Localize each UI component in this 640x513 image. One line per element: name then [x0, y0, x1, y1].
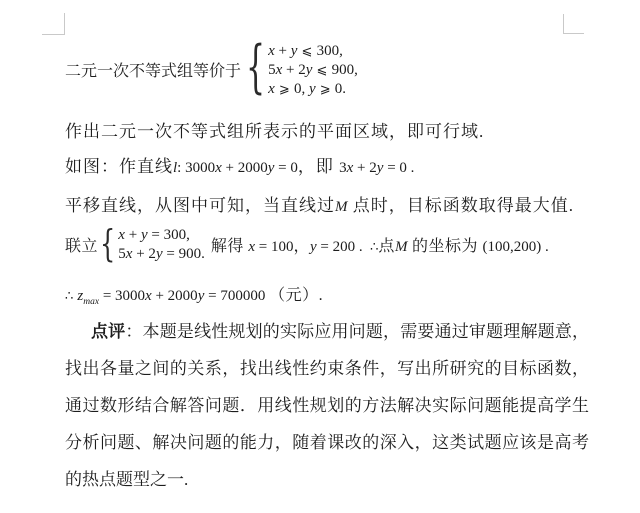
feasible-region-text: 作出二元一次不等式组所表示的平面区域，即可行域.: [65, 122, 485, 141]
equation-system: [118, 225, 205, 263]
feasible-region-line: [65, 117, 484, 142]
equivalent-system-label: [65, 58, 241, 81]
text-segment: + 2: [282, 61, 306, 78]
text-segment: + 2: [353, 160, 377, 176]
text-segment: l: [173, 160, 178, 176]
text-segment: 二元一次不等式组等价于: [65, 62, 242, 80]
solve-result-text: [211, 233, 549, 256]
draw-line-l-line: [65, 152, 414, 177]
text-segment: x: [268, 42, 275, 59]
text-segment: 的坐标为: [407, 237, 483, 255]
inequality-row: [268, 79, 358, 98]
comment-paragraph-line-3: 通过数形结合解答问题．用线性规划的方法解决实际问题能提高学生: [65, 396, 589, 415]
simultaneous-equations-line: [65, 221, 549, 267]
text-segment: 联立: [65, 237, 99, 255]
text-segment: x: [248, 238, 256, 255]
comment-paragraph-line-5: 的热点题型之一.: [65, 470, 189, 489]
text-segment: ∴: [370, 239, 379, 255]
text-segment: x: [268, 80, 275, 97]
text-segment: M: [335, 199, 348, 215]
equation-row: [118, 244, 205, 263]
text-segment: ，: [293, 237, 310, 255]
text-segment: （元）.: [269, 287, 324, 304]
text-segment: 如图：作直线: [65, 157, 173, 176]
text-segment: 平移直线，从图中可知，当直线过: [65, 196, 335, 215]
text-segment: (100,200) .: [482, 238, 549, 255]
text-segment: 解得: [210, 237, 249, 255]
comment-paragraph-line-2: 找出各量之间的关系，找出线性约束条件，写出所研究的目标函数，: [65, 359, 589, 378]
comment-paragraph-line-4: 分析问题、解决问题的能力，随着课改的深入，这类试题应该是高考: [65, 433, 589, 452]
text-segment: y: [376, 160, 384, 176]
margin-corner-mark-right-icon: [563, 14, 584, 34]
text-segment: 3: [339, 160, 347, 176]
text-segment: 5: [268, 61, 276, 78]
inequality-row: [268, 60, 358, 79]
text-segment: 300,: [316, 42, 343, 59]
text-segment: 5: [118, 246, 126, 262]
inequality-row: [268, 41, 358, 60]
text-segment: = 3000: [99, 288, 146, 304]
translate-line-line: [65, 191, 574, 216]
text-segment: +: [124, 227, 141, 243]
text-segment: y: [310, 238, 317, 255]
text-segment: ⩾: [315, 81, 335, 97]
text-segment: + 2000: [151, 288, 198, 304]
text-segment: = 700000: [204, 288, 270, 304]
text-segment: = 900.: [162, 246, 205, 262]
text-segment: x: [118, 227, 125, 243]
text-segment: ⩾: [274, 81, 294, 97]
text-segment: y: [155, 246, 163, 262]
text-segment: + 2: [132, 246, 156, 262]
text-segment: 点: [378, 237, 395, 255]
text-segment: M: [394, 238, 408, 255]
text-segment: z: [77, 288, 84, 304]
text-segment: max: [83, 297, 100, 307]
text-segment: : 3000: [177, 160, 216, 176]
text-segment: x: [125, 246, 133, 262]
text-segment: x: [145, 288, 152, 304]
text-segment: x: [275, 61, 283, 78]
inequality-system: [268, 41, 358, 98]
text-segment: +: [274, 42, 291, 59]
text-segment: y: [267, 160, 275, 176]
text-segment: ，即: [297, 157, 340, 176]
lianli-label: [65, 233, 98, 256]
text-segment: = 100: [255, 238, 294, 255]
left-curly-brace-icon: {: [246, 34, 266, 102]
text-segment: x: [215, 160, 222, 176]
text-segment: 900,: [331, 61, 358, 78]
text-segment: y: [140, 227, 148, 243]
left-curly-brace-icon: {: [100, 222, 116, 266]
text-segment: ∴: [65, 289, 78, 304]
text-segment: ⩽: [312, 62, 332, 78]
equivalent-system-line: [65, 36, 358, 102]
equation-row: [118, 225, 205, 244]
text-segment: 0,: [293, 80, 309, 97]
text-segment: y: [290, 42, 298, 59]
margin-corner-mark-left-icon: [42, 13, 65, 35]
comment-paragraph-line-1: [65, 322, 589, 342]
text-segment: ⩽: [297, 43, 317, 59]
text-segment: y: [308, 80, 316, 97]
text-segment: y: [197, 288, 205, 304]
text-segment: = 0 .: [383, 160, 415, 176]
text-segment: = 0: [274, 160, 298, 176]
text-segment: = 300,: [147, 227, 190, 243]
zmax-result-line: [65, 282, 323, 307]
text-segment: x: [346, 160, 354, 176]
text-segment: + 2000: [221, 160, 268, 176]
text-segment: ：本题是线性规划的实际应用问题，需要通过审题理解题意，: [125, 322, 590, 341]
text-segment: 0.: [334, 80, 347, 97]
text-segment: 点时，目标函数取得最大值.: [347, 196, 574, 215]
text-segment: = 200 .: [316, 238, 371, 255]
text-segment: 点评: [91, 322, 126, 341]
text-segment: y: [305, 61, 313, 78]
